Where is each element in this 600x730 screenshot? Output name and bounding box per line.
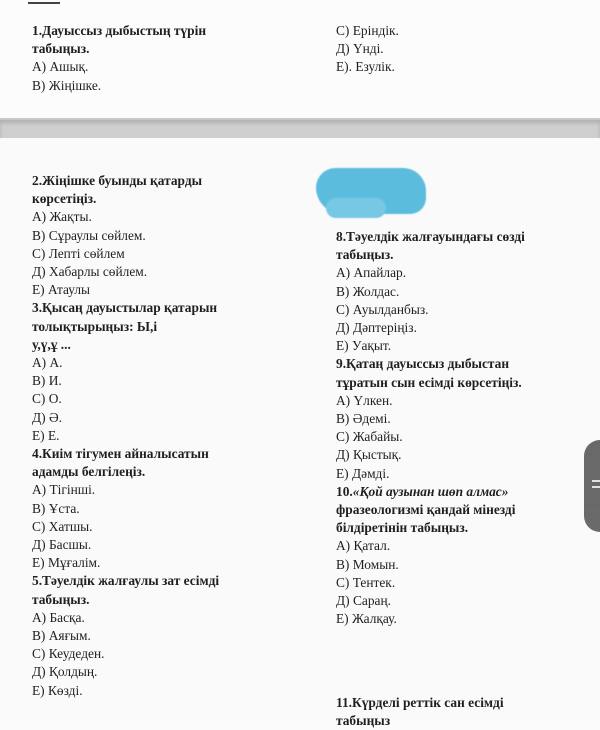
question-4-option-c: С) Хатшы. xyxy=(32,518,93,534)
question-1-option-c: С) Еріндік. xyxy=(336,23,399,38)
question-1-option-d: Д) Үнді. xyxy=(336,41,384,57)
question-5-option-d: Д) Қолдың. xyxy=(32,664,98,680)
question-5-line-2: табыңыз. xyxy=(32,591,90,607)
question-3-line-1: 3.Қысаң дауыстылар қатарын xyxy=(32,300,218,316)
left-column xyxy=(32,172,302,700)
question-1-option-b: В) Жіңішке. xyxy=(32,77,102,93)
question-10-line-1 xyxy=(336,483,586,501)
question-9-line-2: тұратын сын есімді көрсетіңіз. xyxy=(336,374,522,390)
question-10-option-a: А) Қатал. xyxy=(336,538,391,554)
question-8-option-a: А) Апайлар. xyxy=(336,265,407,281)
question-4-option-d: Д) Басшы. xyxy=(32,537,92,553)
question-3-option-c: С) О. xyxy=(32,391,62,407)
question-3-option-d: Д) Ә. xyxy=(32,409,62,425)
question-5-option-b: В) Аяғым. xyxy=(32,628,91,644)
question-1-block xyxy=(32,22,292,95)
question-1-option-e: Е). Езулік. xyxy=(336,59,395,75)
question-8-option-c: С) Ауылданбыз. xyxy=(336,301,429,317)
question-4-line-2: адамды белгілеңіз. xyxy=(32,464,146,480)
redaction-mark xyxy=(316,168,426,214)
question-8-block xyxy=(336,228,586,355)
question-2-line-1: 2.Жіңішке буынды қатарды xyxy=(32,173,203,188)
question-3-line-3: у,ү,ұ ... xyxy=(32,336,71,352)
question-3-option-b: В) И. xyxy=(32,373,62,389)
question-1-line-2: табыңыз. xyxy=(32,41,90,57)
question-3-line-2: толықтырыңыз: Ы,і xyxy=(32,318,158,334)
question-11-line-2: табыңыз xyxy=(336,713,391,729)
question-3-block xyxy=(32,299,302,445)
question-4-block xyxy=(32,445,302,572)
question-10-option-b: В) Момын. xyxy=(336,556,399,572)
question-10-line-2: фразеологизмі қандай мінезді xyxy=(336,502,516,518)
question-9-option-e: Е) Дәмді. xyxy=(336,465,390,481)
question-1-line-1: 1.Дауыссыз дыбыстың түрін xyxy=(32,23,207,38)
question-5-line-1: 5.Тәуелдік жалғаулы зат есімді xyxy=(32,573,220,589)
question-3-option-e: Е) Е. xyxy=(32,427,60,443)
question-2-line-2: көрсетіңіз. xyxy=(32,191,97,207)
question-5-block xyxy=(32,572,302,699)
question-8-option-d: Д) Дәптеріңіз. xyxy=(336,320,417,336)
side-handle[interactable] xyxy=(584,440,600,532)
question-8-line-1: 8.Тәуелдік жалғауындағы сөзді xyxy=(336,229,525,244)
question-10-option-d: Д) Сараң. xyxy=(336,593,391,609)
question-10-block xyxy=(336,483,586,629)
question-1-option-a: А) Ашық. xyxy=(32,59,89,75)
question-2-option-a: А) Жақты. xyxy=(32,209,92,225)
question-5-option-e: Е) Көзді. xyxy=(32,682,83,698)
top-page-fragment xyxy=(0,0,600,120)
question-9-option-d: Д) Қыстық. xyxy=(336,447,402,463)
question-2-block xyxy=(32,172,302,299)
question-4-option-e: Е) Мұғалім. xyxy=(32,555,101,571)
question-2-option-e: Е) Атаулы xyxy=(32,282,91,298)
question-8-option-b: В) Жолдас. xyxy=(336,283,400,299)
question-11-line-1: 11.Күрделі реттік сан есімді xyxy=(336,695,504,710)
page-gap xyxy=(0,120,600,138)
question-8-option-e: Е) Уақыт. xyxy=(336,338,392,354)
question-2-option-c: С) Лепті сөйлем xyxy=(32,245,125,261)
question-4-option-b: В) Ұста. xyxy=(32,500,80,516)
question-5-option-a: А) Басқа. xyxy=(32,609,85,625)
question-8-line-2: табыңыз. xyxy=(336,247,394,263)
right-column xyxy=(336,228,586,628)
question-10-number: 10. xyxy=(336,483,353,499)
question-9-option-c: С) Жабайы. xyxy=(336,429,403,445)
question-9-line-1: 9.Қатаң дауыссыз дыбыстан xyxy=(336,356,510,372)
question-10-option-e: Е) Жалқау. xyxy=(336,611,397,627)
question-9-option-a: А) Үлкен. xyxy=(336,392,393,408)
question-2-option-b: В) Сұраулы сөйлем. xyxy=(32,227,146,243)
question-3-option-a: А) А. xyxy=(32,355,63,371)
question-5-option-c: С) Кеудеден. xyxy=(32,646,105,662)
cut-off-line xyxy=(28,0,60,4)
question-1-options-continued xyxy=(336,22,576,77)
question-2-option-d: Д) Хабарлы сөйлем. xyxy=(32,264,148,280)
question-11-block xyxy=(336,694,586,730)
question-10-idiom: «Қой аузынан шөп алмас» xyxy=(352,483,509,499)
question-10-line-3: білдіретінін табыңыз. xyxy=(336,520,469,536)
question-9-option-b: В) Әдемі. xyxy=(336,411,391,427)
question-4-option-a: А) Тігінші. xyxy=(32,482,96,498)
question-4-line-1: 4.Киім тігумен айналысатын xyxy=(32,446,209,462)
question-9-block xyxy=(336,355,586,482)
question-10-option-c: С) Тентек. xyxy=(336,574,396,590)
